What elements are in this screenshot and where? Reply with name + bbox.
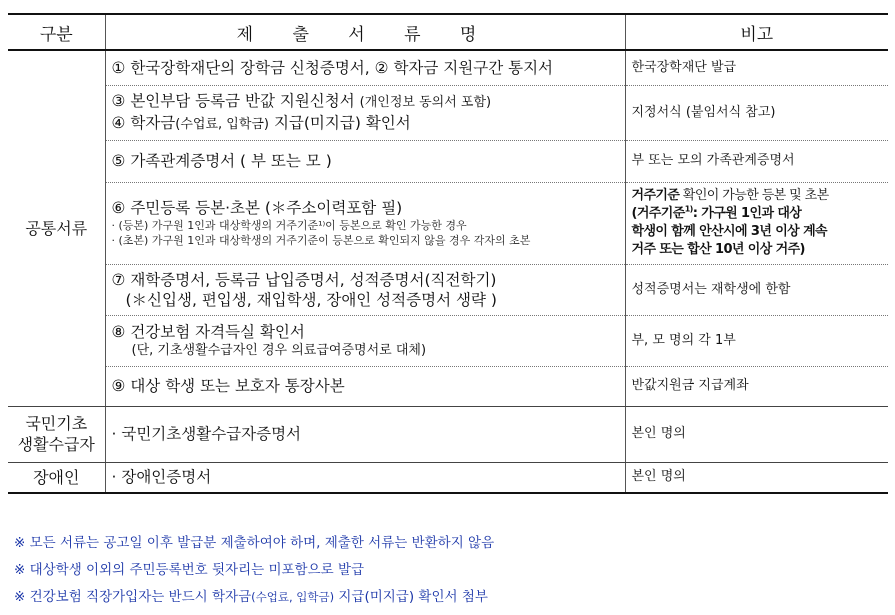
remark-cell: 본인 명의 xyxy=(625,406,888,462)
doc-cell: · 국민기초생활수급자증명서 xyxy=(105,406,625,462)
table-row xyxy=(8,264,888,315)
doc-cell: ⑦ 재학증명서, 등록금 납입증명서, 성적증명서(직전학기) (＊신입생, 편입생, 재입학생, 장애인 성적증명서 생략 ) xyxy=(105,264,625,315)
doc-subnote: · (등본) 가구원 1인과 대상학생의 거주기준¹⁾이 등본으로 확인 가능한 경우 xyxy=(111,219,467,232)
doc-cell: ⑤ 가족관계증명서 ( 부 또는 모 ) xyxy=(105,140,625,182)
doc-cell: ⑥ 주민등록 등본·초본 (＊주소이력포함 필) · (등본) 가구원 1인과 대상학생의 거주기준¹⁾이 등본으로 확인 가능한 경우 · (초본) 가구원 1인과 대상학생의 거주기준이 등본으로 확인되지 않을 경우 각자의 초본 xyxy=(105,182,625,264)
doc-cell: · 장애인증명서 xyxy=(105,462,625,493)
table-row xyxy=(8,406,888,462)
remark-cell: 반값지원금 지급계좌 xyxy=(625,366,888,406)
footnote: ※ 건강보험 직장가입자는 반드시 학자금(수업료, 입학금) 지급(미지급) 확인서 첨부 xyxy=(14,589,488,605)
footnote: ※ 대상학생 이외의 주민등록번호 뒷자리는 미포함으로 발급 xyxy=(14,562,365,578)
remark-cell: 부 또는 모의 가족관계증명서 xyxy=(625,140,888,182)
table-row xyxy=(8,315,888,366)
table-header-row xyxy=(8,14,888,50)
doc-cell: ⑧ 건강보험 자격득실 확인서 (단, 기초생활수급자인 경우 의료급여증명서로 대체) xyxy=(105,315,625,366)
footnote: ※ 모든 서류는 공고일 이후 발급분 제출하여야 하며, 제출한 서류는 반환하지 않음 xyxy=(14,535,495,551)
doc-cell: ① 한국장학재단의 장학금 신청증명서, ② 학자금 지원구간 통지서 xyxy=(105,50,625,85)
group-common: 공통서류 xyxy=(8,50,105,406)
group-basic-livelihood: 국민기초 생활수급자 xyxy=(8,406,105,462)
footnotes xyxy=(14,530,884,611)
header-category: 구분 xyxy=(8,14,105,50)
doc-cell: ⑨ 대상 학생 또는 보호자 통장사본 xyxy=(105,366,625,406)
remark-cell: 거주기준 확인이 가능한 등본 및 초본 (거주기준$^{1)}$: 가구원 1인과 대상 학생이 함께 안산시에 3년 이상 계속 거주 또는 합산 10년 이상 거주) xyxy=(625,182,888,264)
table-row xyxy=(8,182,888,264)
remark-cell: 한국장학재단 발급 xyxy=(625,50,888,85)
remark-cell: 지정서식 (붙임서식 참고) xyxy=(625,85,888,140)
doc-line: ③ 본인부담 등록금 반값 지원신청서 (개인정보 동의서 포함) xyxy=(111,91,492,110)
table-row xyxy=(8,50,888,85)
table-row xyxy=(8,462,888,493)
group-disabled: 장애인 xyxy=(8,462,105,493)
table-row xyxy=(8,85,888,140)
doc-line: ④ 학자금(수업료, 입학금) 지급(미지급) 확인서 xyxy=(111,113,411,132)
submission-documents-table xyxy=(8,13,888,494)
header-documents: 제 출 서 류 명 xyxy=(105,14,625,50)
table-row xyxy=(8,140,888,182)
doc-cell xyxy=(105,85,625,140)
doc-subnote: · (초본) 가구원 1인과 대상학생의 거주기준이 등본으로 확인되지 않을 경우 각자의 초본 xyxy=(111,234,531,247)
header-remarks: 비고 xyxy=(625,14,888,50)
table-row xyxy=(8,366,888,406)
remark-cell: 본인 명의 xyxy=(625,462,888,493)
remark-cell: 부, 모 명의 각 1부 xyxy=(625,315,888,366)
remark-cell: 성적증명서는 재학생에 한함 xyxy=(625,264,888,315)
